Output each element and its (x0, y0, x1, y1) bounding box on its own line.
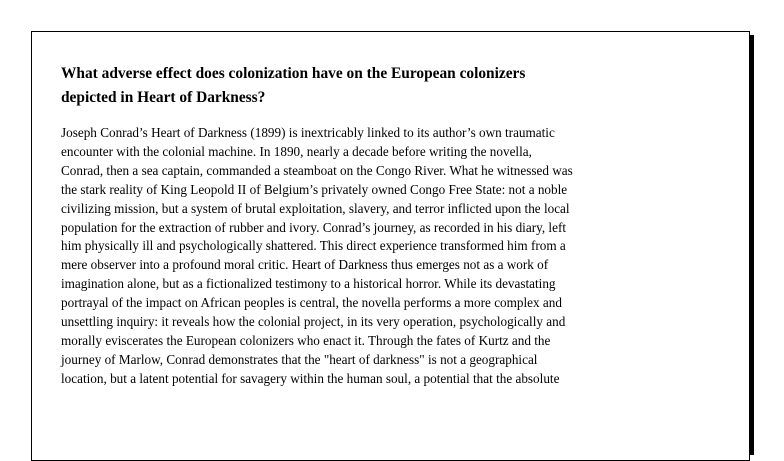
page-shadow (750, 35, 754, 455)
body-line: morally eviscerates the European colonizers who enact it. Through the fates of Kurtz and the (61, 332, 551, 348)
body-line: journey of Marlow, Conrad demonstrates that the "heart of darkness" is not a geographical (61, 351, 538, 367)
body-line: the stark reality of King Leopold II of Belgium’s privately owned Congo Free State: not a noble (61, 181, 568, 197)
body-paragraph (61, 124, 671, 389)
body-line: unsettling inquiry: it reveals how the colonial project, in its very operation, psychologically and (61, 314, 566, 330)
body-line: Conrad, then a sea captain, commanded a steamboat on the Congo River. What he witnessed was (61, 162, 573, 178)
body-line: portrayal of the impact on African peoples is central, the novella performs a more complex and (61, 295, 562, 311)
body-line: encounter with the colonial machine. In 1890, nearly a decade before writing the novella, (61, 143, 532, 159)
body-line: civilizing mission, but a system of brutal exploitation, slavery, and terror inflicted upon the local (61, 200, 570, 216)
document-content (61, 62, 671, 389)
heading-line: depicted in Heart of Darkness? (61, 89, 266, 106)
body-line: imagination alone, but as a fictionalized testimony to a historical horror. While its devastating (61, 276, 556, 292)
body-line: population for the extraction of rubber and ivory. Conrad’s journey, as recorded in his diary, left (61, 219, 566, 235)
body-line: location, but a latent potential for savagery within the human soul, a potential that the absolute (61, 370, 560, 386)
body-line: him physically ill and psychologically shattered. This direct experience transformed him from a (61, 238, 566, 254)
document-heading (61, 62, 671, 110)
body-line: Joseph Conrad’s Heart of Darkness (1899) is inextricably linked to its author’s own traumatic (61, 125, 555, 140)
body-line: mere observer into a profound moral critic. Heart of Darkness thus emerges not as a work of (61, 257, 549, 273)
heading-line: What adverse effect does colonization have on the European colonizers (61, 65, 526, 82)
